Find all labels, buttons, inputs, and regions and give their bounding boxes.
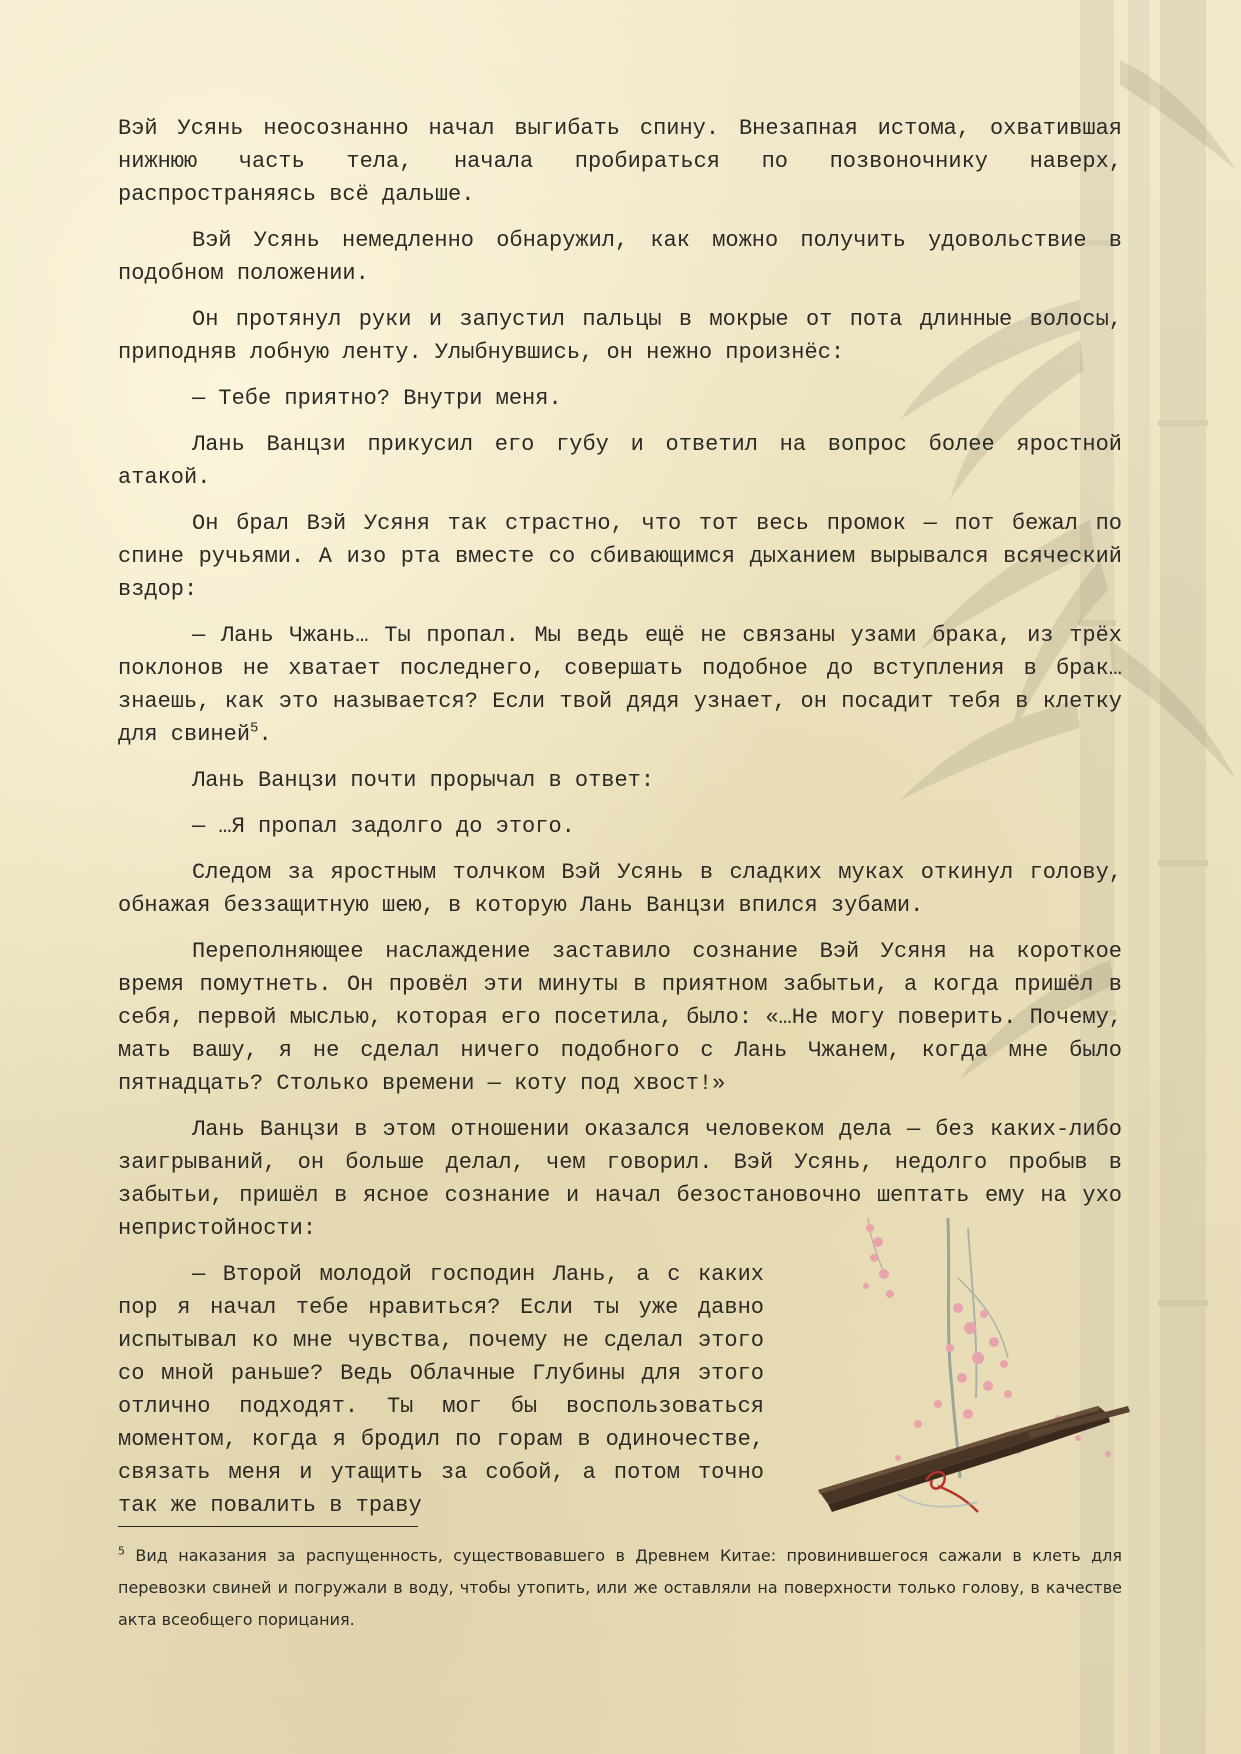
guqin-body	[818, 1406, 1130, 1512]
footnote-number: 5	[118, 1544, 125, 1558]
paragraph-7-end: .	[258, 722, 272, 747]
paragraph-9: — …Я пропал задолго до этого.	[192, 814, 575, 839]
paragraph-12: Лань Ванцзи в этом отношении оказался человеком дела — без каких-либо заигрываний, он больше делал, чем говорил. Вэй Усянь, недолго пробыв в забытьи, пришёл в ясное сознание и начал безостановочно шептать ему на ухо непристойности:	[118, 1117, 1122, 1241]
paragraph-1: Вэй Усянь неосознанно начал выгибать спину. Внезапная истома, охватившая нижнюю часть тела, начала пробираться по позвоночнику наверх, распространяясь всё дальше.	[118, 116, 1122, 207]
paragraph-10: Следом за яростным толчком Вэй Усянь в сладких муках откинул голову, обнажая беззащитную шею, в которую Лань Ванцзи впился зубами.	[118, 860, 1122, 918]
guqin-illustration	[808, 1218, 1138, 1518]
paragraph-8: Лань Ванцзи почти прорычал в ответ:	[192, 768, 655, 793]
paragraph-7	[118, 619, 1122, 751]
paragraph-2: Вэй Усянь немедленно обнаружил, как можно получить удовольствие в подобном положении.	[118, 228, 1122, 286]
footnote-separator	[118, 1526, 418, 1527]
paragraph-6: Он брал Вэй Усяня так страстно, что тот весь промок — пот бежал по спине ручьями. А изо рта вместе со сбивающимся дыханием вырывался всяческий вздор:	[118, 511, 1122, 602]
paragraph-11: Переполняющее наслаждение заставило сознание Вэй Усяня на короткое время помутнеть. Он провёл эти минуты в приятном забытьи, а когда пришёл в себя, первой мыслью, которая его посетила, было: «…Не могу поверить. Почему, мать вашу, я не сделал ничего подобного с Лань Чжанем, когда мне было пятнадцать? Столько времени — коту под хвост!»	[118, 939, 1122, 1096]
footnote	[118, 1540, 1122, 1636]
footnote-text: Вид наказания за распущенность, существовавшего в Древнем Китае: провинившегося сажали в клеть для перевозки свиней и погружали в воду, чтобы утопить, или же оставляли на поверхности только голову, в качестве акта всеобщего порицания.	[118, 1546, 1122, 1629]
footnote-reference[interactable]: 5	[250, 720, 259, 737]
paragraph-3: Он протянул руки и запустил пальцы в мокрые от пота длинные волосы, приподняв лобную ленту. Улыбнувшись, он нежно произнёс:	[118, 307, 1122, 365]
paragraph-7-text: — Лань Чжань… Ты пропал. Мы ведь ещё не связаны узами брака, из трёх поклонов не хватает последнего, совершать подобное до вступления в брак… знаешь, как это называется? Если твой дядя узнает, он посадит тебя в клетку для свиней	[118, 623, 1122, 747]
paragraph-5: Лань Ванцзи прикусил его губу и ответил на вопрос более яростной атакой.	[118, 432, 1122, 490]
paragraph-13: — Второй молодой господин Лань, а с каких пор я начал тебе нравиться? Если ты уже давно испытывал ко мне чувства, почему не сделал этого со мной раньше? Ведь Облачные Глубины для этого отлично подходят. Ты мог бы воспользоваться моментом, когда я бродил по горам в одиночестве, связать меня и утащить за собой, а потом точно так же повалить в траву	[118, 1262, 764, 1518]
paragraph-4: — Тебе приятно? Внутри меня.	[192, 386, 562, 411]
